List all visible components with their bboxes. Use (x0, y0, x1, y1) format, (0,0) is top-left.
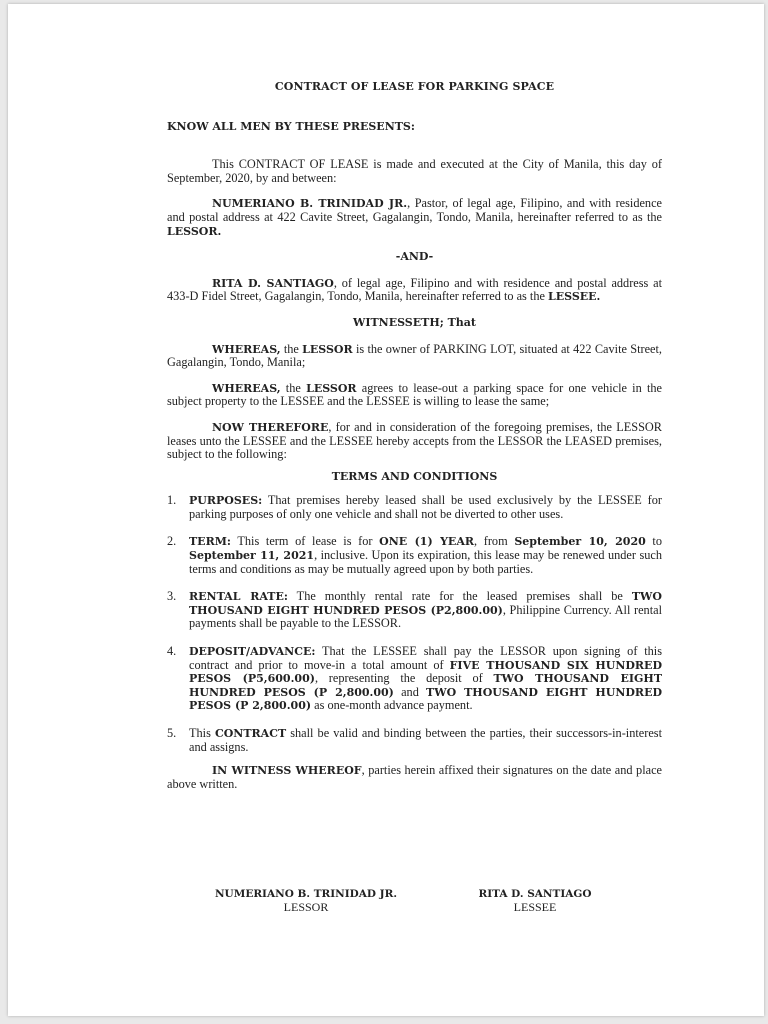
term-text: as one-month advance payment. (311, 698, 473, 713)
whereas-text-1: is the owner of PARKING LOT, situated at 422 Cavite Street, Gagalangin, Tondo, Manila; (167, 341, 662, 370)
whereas-party-1: LESSOR (302, 342, 353, 356)
witness-whereof-paragraph (167, 764, 662, 791)
whereas-text-2: agrees to lease-out a parking space for one vehicle in the subject property to the LESSEE and the LESSEE is willing to lease the same; (167, 380, 663, 409)
now-therefore-lead: NOW THEREFORE (212, 420, 329, 434)
lessee-signature-role: LESSEE (513, 900, 557, 914)
term-item-term (167, 535, 662, 576)
term-end-date: September 11, 2021 (189, 549, 315, 563)
term-number: 4. (167, 644, 177, 659)
lessee-details: , of legal age, Filipino and with residence and postal address at 433-D Fidel Street, Gagalangin, Tondo, Manila, hereinafter referred to as the (167, 275, 662, 304)
lessee-name: RITA D. SANTIAGO (212, 276, 334, 290)
contract-body (167, 80, 662, 791)
lessor-name: NUMERIANO B. TRINIDAD JR. (212, 197, 408, 211)
intro-paragraph: This CONTRACT OF LEASE is made and executed at the City of Manila, this day of September, 2020, by and between: (167, 157, 662, 185)
lessor-details: , Pastor, of legal age, Filipino, and with residence and postal address at 422 Cavite Street, Gagalangin, Tondo, Manila, hereinafter referred to as the (167, 196, 662, 224)
term-number: 1. (167, 493, 177, 508)
witness-whereof-text: , parties herein affixed their signatures on the date and place above written. (167, 763, 662, 791)
term-text: That premises hereby leased shall be used exclusively by the LESSEE for parking purposes of only one vehicle and shall not be diverted to other uses. (189, 493, 662, 521)
lessor-signature-role: LESSOR (283, 900, 329, 914)
lessee-signature-block (420, 888, 650, 914)
witnesseth-heading: WITNESSETH; That (352, 315, 476, 329)
term-duration: ONE (1) YEAR (379, 535, 474, 549)
term-text: , representing the deposit of (314, 671, 494, 686)
total-amount: FIVE THOUSAND SIX HUNDRED PESOS (P5,600.00) (189, 658, 662, 686)
lessor-party-paragraph (167, 197, 662, 238)
term-text: This (189, 726, 215, 740)
rental-amount: TWO THOUSAND EIGHT HUNDRED PESOS (P2,800.00) (189, 590, 662, 617)
term-text: This term of lease is for (230, 534, 380, 549)
lessee-party-paragraph (167, 277, 662, 304)
whereas-paragraph-1 (167, 343, 662, 370)
lessor-signature-name: NUMERIANO B. TRINIDAD JR. (214, 888, 398, 900)
document-title: CONTRACT OF LEASE FOR PARKING SPACE (274, 80, 555, 93)
term-start-date: September 10, 2020 (514, 535, 646, 549)
whereas-mid-2: the (280, 380, 307, 395)
opening-heading: KNOW ALL MEN BY THESE PRESENTS: (167, 119, 415, 133)
term-text: The monthly rental rate for the leased premises shall be (287, 589, 632, 604)
witness-whereof-lead: IN WITNESS WHEREOF (212, 764, 362, 778)
term-text: , inclusive. Upon its expiration, this lease may be renewed under such terms and conditions as may be mutually agreed upon by both parties. (189, 548, 663, 576)
whereas-mid-1: the (280, 341, 303, 356)
term-item-contract (167, 727, 662, 754)
now-therefore-text: , for and in consideration of the foregoing premises, the LESSOR leases unto the LESSEE and the LESSEE hereby accepts from the LESSOR the LEASED premises, subject to the following: (167, 419, 662, 462)
term-label: TERM: (189, 535, 231, 549)
term-number: 3. (167, 589, 177, 604)
term-label: CONTRACT (214, 727, 287, 740)
term-text: to (645, 534, 662, 549)
term-item-purposes (167, 494, 662, 521)
term-text: and (393, 684, 427, 699)
and-separator: -AND- (395, 250, 434, 264)
term-text: That the LESSEE shall pay the LESSOR upon signing of this contract and prior to move-in a total amount of (189, 644, 662, 672)
lessor-signature-block (191, 888, 421, 914)
whereas-paragraph-2 (167, 382, 662, 409)
document-page (8, 4, 764, 1016)
lessee-role: LESSEE. (548, 290, 601, 304)
whereas-lead-1: WHEREAS, (212, 342, 281, 356)
term-item-deposit (167, 645, 662, 713)
whereas-lead-2: WHEREAS, (212, 381, 281, 395)
term-number: 5. (167, 726, 177, 740)
deposit-amount: TWO THOUSAND EIGHT HUNDRED PESOS (P 2,800.00) (189, 672, 663, 699)
lessee-signature-name: RITA D. SANTIAGO (478, 888, 592, 900)
term-item-rental-rate (167, 590, 662, 631)
whereas-party-2: LESSOR (306, 381, 357, 395)
lessor-role: LESSOR. (167, 224, 222, 238)
term-text: , Philippine Currency. All rental payments shall be payable to the LESSOR. (189, 602, 662, 631)
term-label: DEPOSIT/ADVANCE: (189, 645, 316, 659)
term-label: RENTAL RATE: (189, 590, 288, 604)
advance-amount: TWO THOUSAND EIGHT HUNDRED PESOS (P 2,800.00) (189, 685, 662, 713)
term-number: 2. (167, 534, 177, 549)
terms-heading: TERMS AND CONDITIONS (331, 469, 498, 483)
term-label: PURPOSES: (189, 494, 263, 508)
terms-list (167, 494, 662, 754)
now-therefore-paragraph (167, 421, 662, 462)
term-text: shall be valid and binding between the parties, their successors-in-interest and assigns. (189, 726, 662, 754)
term-text: , from (474, 534, 515, 549)
